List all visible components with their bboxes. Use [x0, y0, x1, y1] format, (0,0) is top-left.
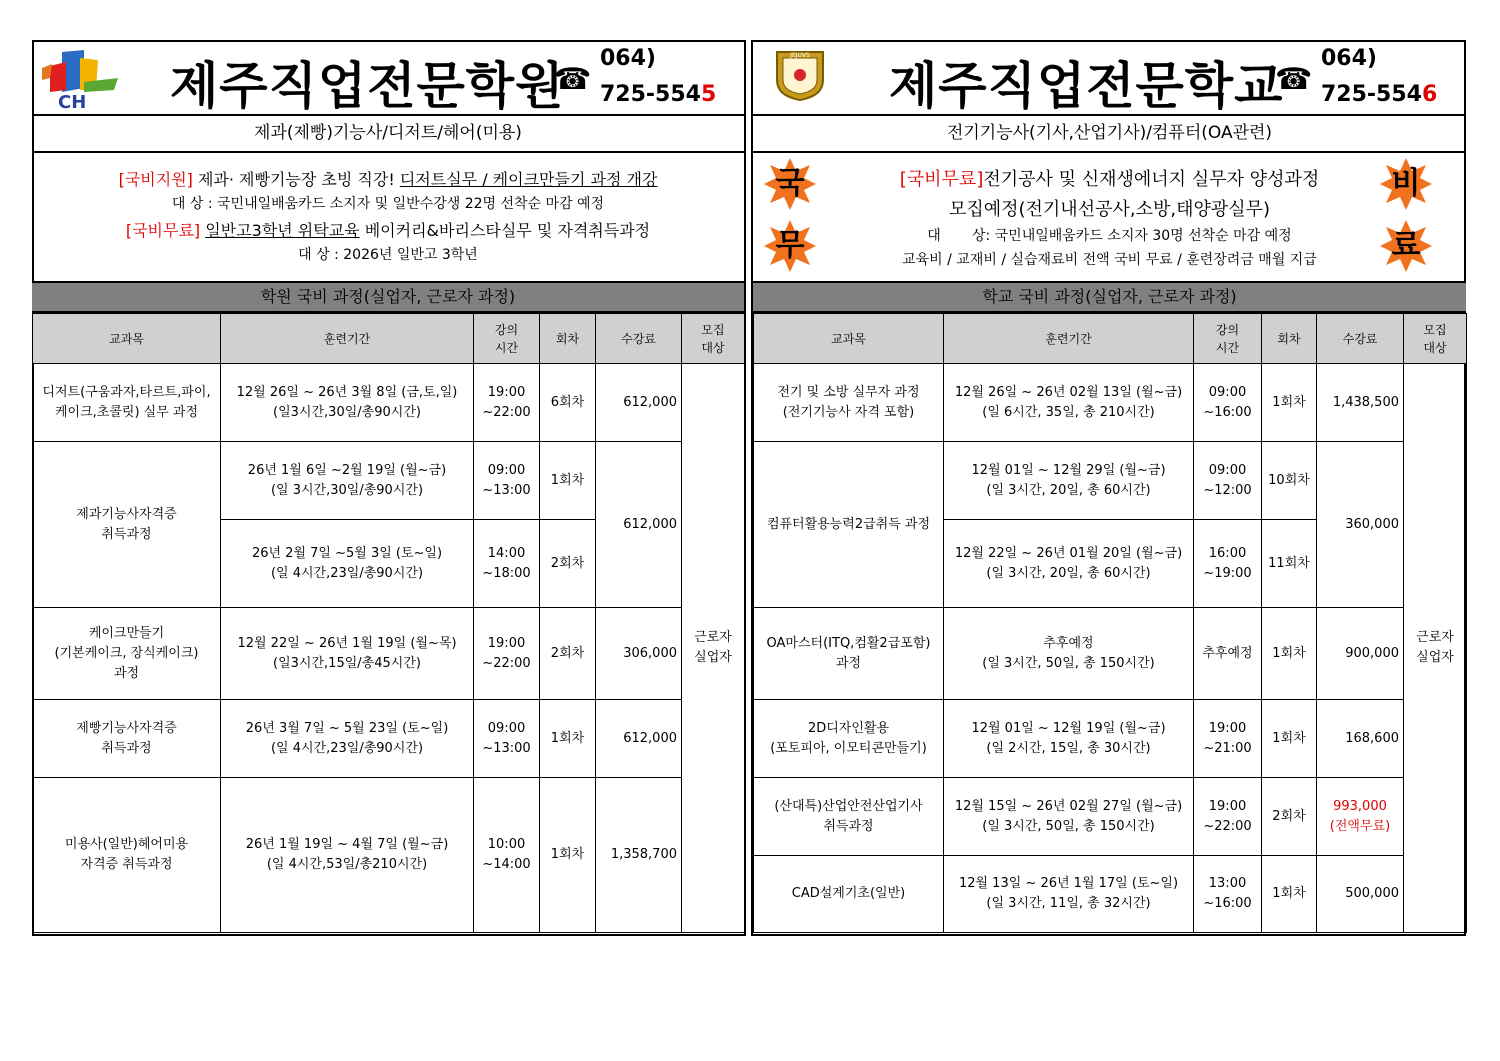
school-notice-line2: 모집예정(전기내선공사,소방,태양광실무): [948, 199, 1271, 220]
course-round: 2회차: [540, 520, 596, 608]
badge-mu-text: 무: [775, 228, 805, 263]
course-name: CAD설계기초(일반): [754, 856, 944, 933]
course-round: 1회차: [540, 442, 596, 520]
course-round: 6회차: [540, 364, 596, 442]
school-section-title: 학교 국비 과정(실업자, 근로자 과정): [753, 283, 1466, 313]
academy-panel: [32, 40, 744, 936]
course-time: 09:00 ~16:00: [1194, 364, 1262, 442]
school-emblem-icon: [773, 50, 827, 102]
academy-phone-number[interactable]: [600, 82, 716, 107]
course-fee: 1,358,700: [596, 778, 682, 933]
school-phone-number[interactable]: [1321, 82, 1437, 107]
academy-section-title: 학원 국비 과정(실업자, 근로자 과정): [32, 283, 744, 313]
header-hours: 강의 시간: [1194, 314, 1262, 364]
notice-text: 베이커리&바리스타실무 및 자격취득과정: [359, 221, 651, 240]
academy-header: [32, 40, 744, 116]
school-emblem-text: JEJUVS: [790, 52, 810, 59]
course-round: 2회차: [540, 608, 596, 700]
academy-subtitle: 제과(제빵)기능사/디저트/헤어(미용): [32, 116, 744, 153]
course-time: 19:00 ~22:00: [474, 364, 540, 442]
table-row: [754, 364, 1467, 442]
academy-course-table: [32, 313, 745, 933]
school-title: 제주직업전문학교: [889, 57, 1284, 115]
academy-logo-icon: [40, 48, 120, 110]
course-name: 미용사(일반)헤어미용 자격증 취득과정: [33, 778, 221, 933]
header-hours: 강의 시간: [474, 314, 540, 364]
course-time: 14:00 ~18:00: [474, 520, 540, 608]
course-round: 1회차: [1262, 700, 1317, 778]
course-round: 10회차: [1262, 442, 1317, 520]
school-notice-line3: 대 상: 국민내일배움카드 소지자 30명 선착순 마감 예정: [927, 228, 1292, 244]
table-row: [754, 442, 1467, 520]
notice-text-underlined: 일반고3학년 위탁교육: [205, 221, 360, 240]
course-fee: 612,000: [596, 442, 682, 608]
academy-logo-text: CH: [58, 92, 87, 110]
course-fee: 168,600: [1317, 700, 1404, 778]
table-row: [754, 700, 1467, 778]
header-fee: 수강료: [596, 314, 682, 364]
course-name: (산대특)산업안전산업기사 취득과정: [754, 778, 944, 856]
course-name: 전기 및 소방 실무자 과정 (전기기능사 자격 포함): [754, 364, 944, 442]
course-time: 16:00 ~19:00: [1194, 520, 1262, 608]
course-time: 19:00 ~22:00: [474, 608, 540, 700]
academy-notice-line1: [32, 167, 744, 190]
course-fee: 612,000: [596, 364, 682, 442]
table-row: [754, 608, 1467, 700]
school-notice: [753, 153, 1466, 283]
course-name: 디저트(구움과자,타르트,파이, 케이크,초콜릿) 실무 과정: [33, 364, 221, 442]
badge-bi-text: 비: [1391, 166, 1421, 201]
course-period: 26년 1월 6일 ~2월 19일 (월~금) (일 3시간,30일/총90시간): [221, 442, 474, 520]
academy-notice: [32, 153, 744, 283]
academy-phone-main: 725-554: [600, 82, 701, 107]
table-row: [33, 608, 745, 700]
course-period: 26년 1월 19일 ~ 4월 7일 (월~금) (일 4시간,53일/총210시간): [221, 778, 474, 933]
course-time: 09:00 ~12:00: [1194, 442, 1262, 520]
notice-text: 제과· 제빵기능장 초빙 직강!: [192, 170, 400, 189]
table-header-row: [754, 314, 1467, 364]
header-period: 훈련기간: [221, 314, 474, 364]
academy-title: 제주직업전문학원: [170, 57, 565, 115]
course-period: 12월 22일 ~ 26년 1월 19일 (월~목) (일3시간,15일/총45시간): [221, 608, 474, 700]
academy-notice-line4: 대 상 : 2026년 일반고 3학년: [298, 247, 478, 263]
header-target: 모집 대상: [682, 314, 745, 364]
course-target: 근로자 실업자: [1404, 364, 1467, 933]
course-time: 19:00 ~21:00: [1194, 700, 1262, 778]
course-round: 1회차: [1262, 364, 1317, 442]
notice-tag: [국비무료]: [899, 169, 984, 190]
course-time: 19:00 ~22:00: [1194, 778, 1262, 856]
notice-text-underlined: 디저트실무 / 케이크만들기 과정 개강: [399, 170, 658, 189]
course-period: 26년 3월 7일 ~ 5월 23일 (토~일) (일 4시간,23일/총90시간): [221, 700, 474, 778]
school-subtitle: 전기기능사(기사,산업기사)/컴퓨터(OA관련): [753, 116, 1466, 153]
course-round: 1회차: [540, 700, 596, 778]
course-target: 근로자 실업자: [682, 364, 745, 933]
course-name: 제과기능사자격증 취득과정: [33, 442, 221, 608]
header-round: 회차: [540, 314, 596, 364]
school-header: [753, 40, 1466, 116]
course-period: 12월 22일 ~ 26년 01월 20일 (월~금) (일 3시간, 20일, 총 60시간): [944, 520, 1194, 608]
course-fee: 306,000: [596, 608, 682, 700]
academy-phone-prefix: 064): [600, 46, 656, 71]
course-fee: 360,000: [1317, 442, 1404, 608]
course-fee: 900,000: [1317, 608, 1404, 700]
academy-notice-line2: 대 상 : 국민내일배움카드 소지자 및 일반수강생 22명 선착순 마감 예정: [171, 196, 605, 212]
table-row: [33, 778, 745, 933]
course-name: 케이크만들기 (기본케이크, 장식케이크) 과정: [33, 608, 221, 700]
header-round: 회차: [1262, 314, 1317, 364]
school-phone-last-digit: 6: [1421, 82, 1438, 107]
course-name: 컴퓨터활용능력2급취득 과정: [754, 442, 944, 608]
header-course: 교과목: [754, 314, 944, 364]
course-round: 1회차: [1262, 856, 1317, 933]
header-course: 교과목: [33, 314, 221, 364]
table-row: [33, 700, 745, 778]
table-row: [33, 364, 745, 442]
course-name: OA마스터(ITQ,컴활2급포함) 과정: [754, 608, 944, 700]
academy-notice-line3: [32, 218, 744, 241]
header-fee: 수강료: [1317, 314, 1404, 364]
school-phone-prefix: 064): [1321, 46, 1377, 71]
course-period: 12월 13일 ~ 26년 1월 17일 (토~일) (일 3시간, 11일, 총 32시간): [944, 856, 1194, 933]
course-name: 제빵기능사자격증 취득과정: [33, 700, 221, 778]
notice-tag: [국비무료]: [125, 221, 201, 240]
school-notice-line4: 교육비 / 교재비 / 실습재료비 전액 국비 무료 / 훈련장려금 매월 지급: [902, 252, 1317, 268]
notice-text: 전기공사 및 신재생에너지 실무자 양성과정: [983, 169, 1320, 190]
course-time: 추후예정: [1194, 608, 1262, 700]
course-fee-free: [1317, 778, 1404, 856]
table-row: [754, 856, 1467, 933]
table-header-row: [33, 314, 745, 364]
table-row: [33, 442, 745, 520]
header-target: 모집 대상: [1404, 314, 1467, 364]
course-time: 10:00 ~14:00: [474, 778, 540, 933]
center-divider: [744, 40, 753, 936]
course-name: 2D디자인활용 (포토피아, 이모티콘만들기): [754, 700, 944, 778]
course-period: 12월 26일 ~ 26년 3월 8일 (금,토,일) (일3시간,30일/총90시간): [221, 364, 474, 442]
school-notice-line1: [753, 165, 1466, 191]
course-period: 추후예정 (일 3시간, 50일, 총 150시간): [944, 608, 1194, 700]
course-fee: 500,000: [1317, 856, 1404, 933]
course-fee-note: (전액무료): [1329, 818, 1391, 834]
course-period: 26년 2월 7일 ~5월 3일 (토~일) (일 4시간,23일/총90시간): [221, 520, 474, 608]
phone-icon: ☎: [554, 62, 592, 97]
course-fee: 1,438,500: [1317, 364, 1404, 442]
table-row: [754, 778, 1467, 856]
badge-ryo-text: 료: [1391, 228, 1421, 263]
course-time: 09:00 ~13:00: [474, 442, 540, 520]
course-round: 2회차: [1262, 778, 1317, 856]
school-phone-main: 725-554: [1321, 82, 1422, 107]
course-fee: 993,000: [1333, 798, 1387, 814]
header-period: 훈련기간: [944, 314, 1194, 364]
school-panel: [753, 40, 1466, 936]
course-time: 13:00 ~16:00: [1194, 856, 1262, 933]
notice-tag: [국비지원]: [118, 170, 193, 189]
academy-phone-last-digit: 5: [700, 82, 717, 107]
course-round: 1회차: [1262, 608, 1317, 700]
course-fee: 612,000: [596, 700, 682, 778]
school-course-table: [753, 313, 1467, 933]
course-time: 09:00 ~13:00: [474, 700, 540, 778]
badge-guk-text: 국: [775, 166, 805, 201]
course-period: 12월 01일 ~ 12월 29일 (월~금) (일 3시간, 20일, 총 60시간): [944, 442, 1194, 520]
course-period: 12월 15일 ~ 26년 02월 27일 (월~금) (일 3시간, 50일, 총 150시간): [944, 778, 1194, 856]
course-round: 11회차: [1262, 520, 1317, 608]
course-round: 1회차: [540, 778, 596, 933]
course-period: 12월 01일 ~ 12월 19일 (월~금) (일 2시간, 15일, 총 30시간): [944, 700, 1194, 778]
phone-icon: ☎: [1275, 62, 1313, 97]
course-period: 12월 26일 ~ 26년 02월 13일 (월~금) (일 6시간, 35일, 총 210시간): [944, 364, 1194, 442]
